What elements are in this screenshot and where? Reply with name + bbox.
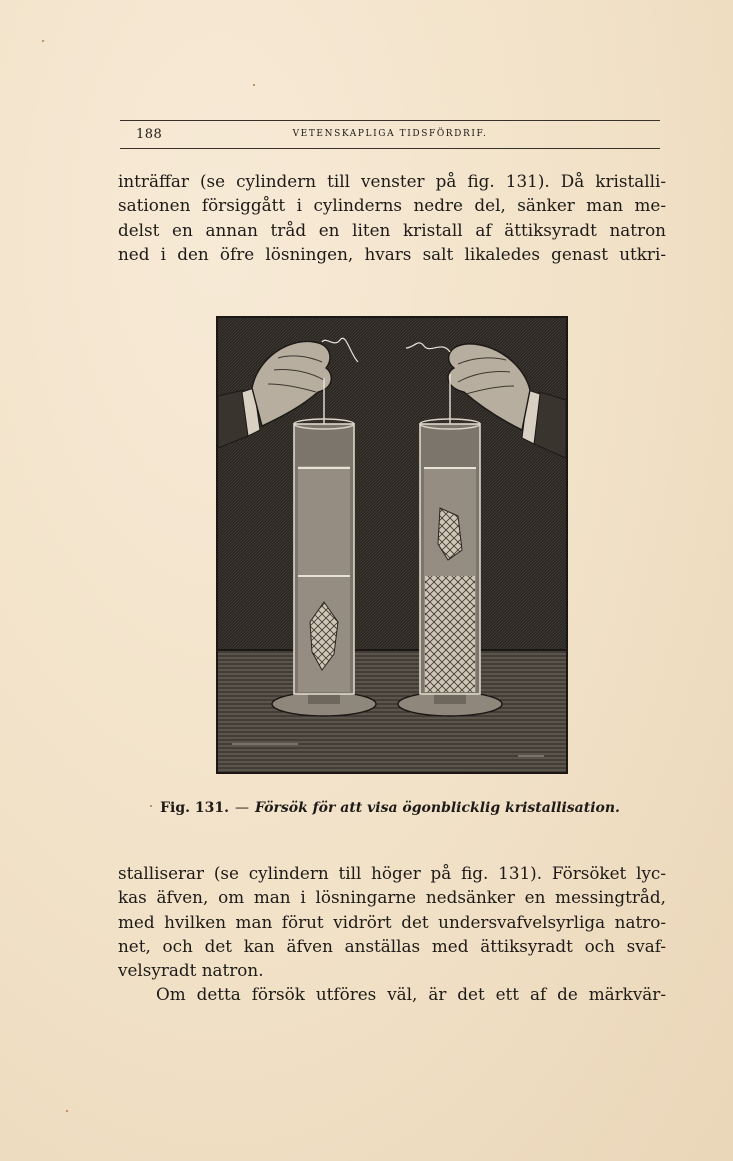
text-line: delst en annan tråd en liten kristall af ättiksyradt natron — [118, 219, 666, 240]
figure-title: Försök för att visa ögonblicklig kristallisation. — [254, 800, 620, 816]
engraving-illustration — [218, 318, 566, 772]
text-line: med hvilken man förut vidrört det undersvafvelsyrliga natro- — [118, 911, 666, 932]
header-rule-bottom — [120, 148, 660, 149]
text-line: net, och det kan äfven anställas med ättiksyradt och svaf- — [118, 935, 666, 956]
text-line: stalliserar (se cylindern till höger på fig. 131). Försöket lyc- — [118, 863, 666, 883]
running-head: VETENSKAPLIGA TIDSFÖRDRIF. — [292, 129, 488, 139]
paragraph-2 — [118, 861, 666, 1007]
text-line: kas äfven, om man i lösningarne nedsänker en messingtråd, — [118, 887, 666, 908]
paper-speck — [253, 84, 255, 86]
page-number: 188 — [136, 127, 163, 142]
paper-speck — [42, 40, 44, 42]
text-line: ned i den öfre lösningen, hvars salt likaledes genast utkri- — [118, 243, 666, 264]
paragraph-1 — [118, 169, 666, 266]
text-line: velsyradt natron. — [118, 960, 264, 981]
engraving-crystallization — [216, 316, 568, 774]
figure-label: Fig. 131. — [160, 800, 229, 816]
text-line-indented: Om detta försök utföres väl, är det ett af de märkvär- — [156, 984, 666, 1005]
text-line: inträffar (se cylindern till venster på fig. 131). Då kristalli- — [118, 171, 666, 191]
paper-speck — [66, 1110, 68, 1112]
figure-caption — [120, 800, 660, 816]
text-line: sationen försiggått i cylinderns nedre del, sänker man me- — [118, 195, 666, 216]
header-rule-top — [120, 120, 660, 121]
caption-dash: — — [234, 800, 249, 816]
